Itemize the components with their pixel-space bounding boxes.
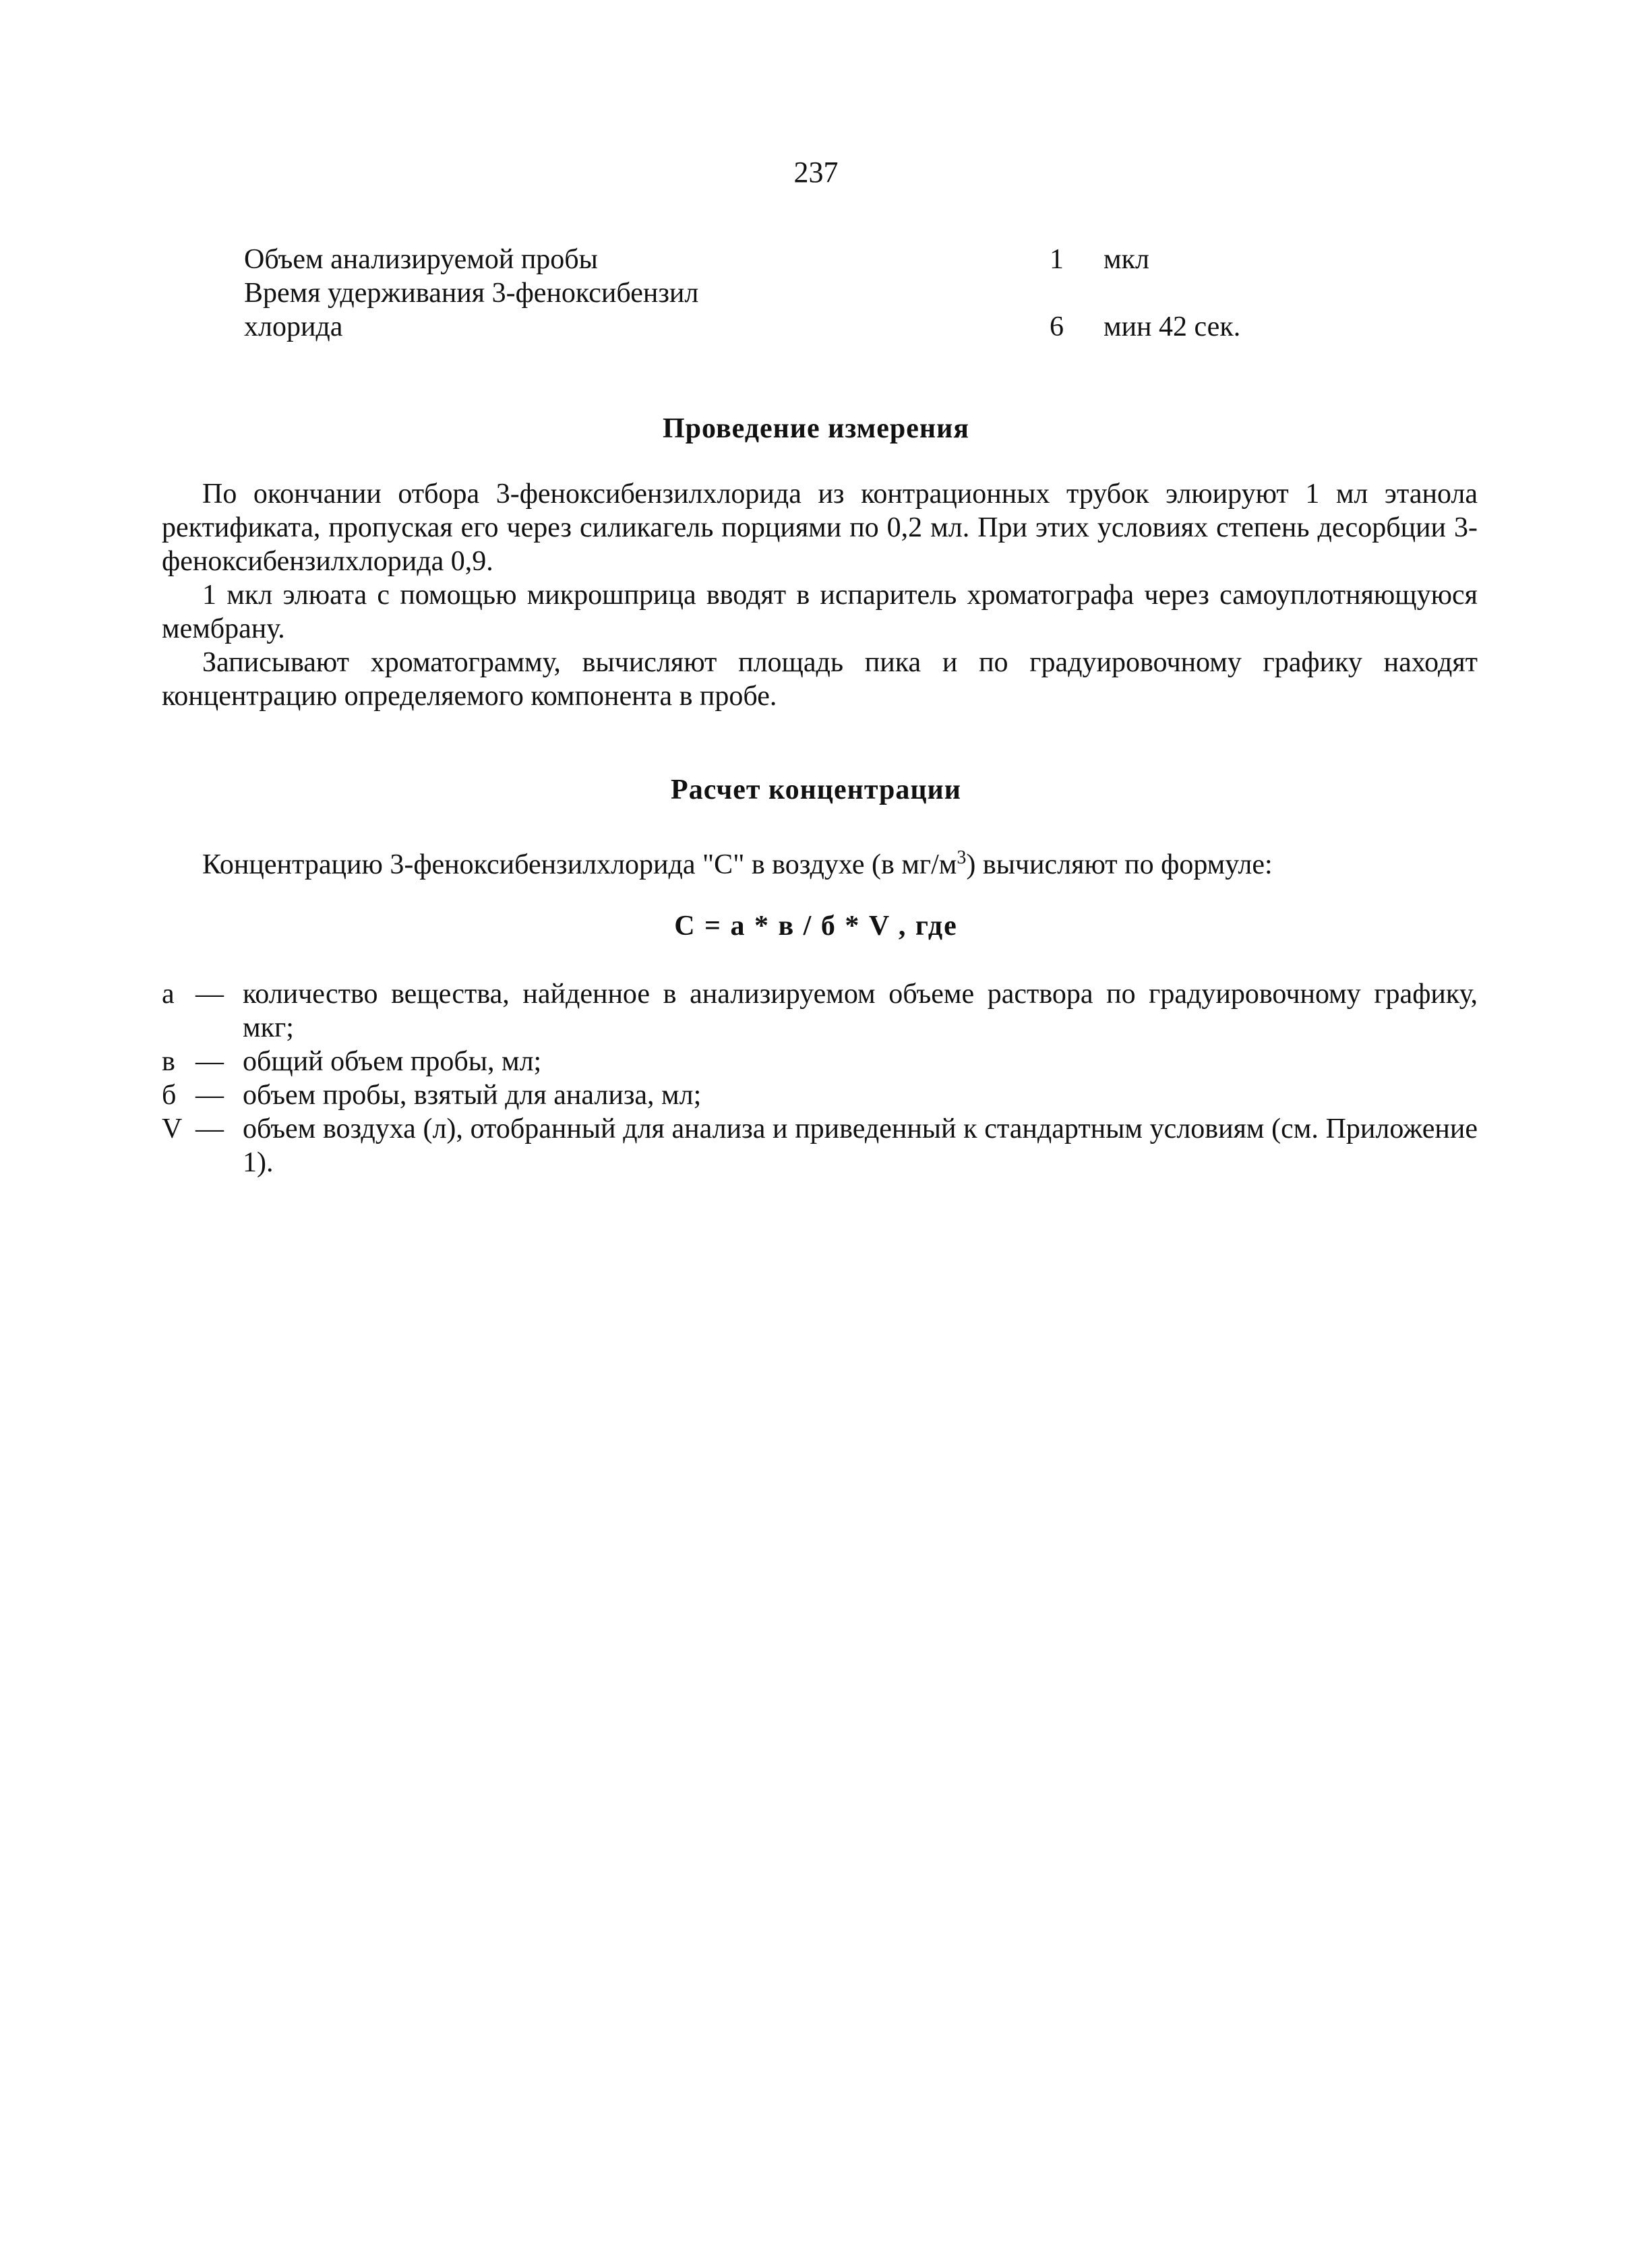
intro-text: Концентрацию 3-феноксибензилхлорида "С" в воздухе (в мг/м — [202, 849, 957, 880]
definition-text: объем пробы, взятый для анализа, мл; — [243, 1080, 702, 1111]
param-value: 6 — [1050, 311, 1064, 342]
param-label: хлорида — [244, 311, 343, 342]
em-dash: — — [195, 1080, 224, 1111]
page-number: 237 — [793, 156, 839, 189]
intro-text-end: ) вычисляют по формуле: — [966, 849, 1273, 880]
calculation-intro — [162, 841, 1478, 882]
param-label: Объем анализируемой пробы — [244, 244, 598, 275]
definition-text: общий объем пробы, мл; — [243, 1046, 542, 1077]
measurement-heading: Проведение измерения — [662, 413, 970, 444]
paragraph: По окончании отбора 3-феноксибензилхлорида из контрационных трубок элюируют 1 мл этанола ректификата, пропуская его через силикагель порциями по 0,2 мл. При этих условиях степень десорбции 3-феноксибензилхлорида 0,9. — [162, 479, 1478, 577]
calculation-heading: Расчет концентрации — [671, 774, 961, 805]
param-value: 1 — [1050, 244, 1064, 275]
paragraph — [162, 841, 1478, 882]
parameters-table — [244, 243, 1323, 344]
em-dash: — — [195, 979, 224, 1010]
definitions-list — [162, 977, 1478, 1179]
definition-item — [162, 1078, 1478, 1112]
param-unit: мкл — [1104, 244, 1149, 275]
paragraph: 1 мкл элюата с помощью микрошприца вводят в испаритель хроматографа через самоуплотняющуюся мембрану. — [162, 580, 1478, 644]
paragraph: Записывают хроматограмму, вычисляют площадь пика и по градуировочному графику находят концентрацию определяемого компонента в пробе. — [162, 647, 1478, 712]
definition-item — [162, 977, 1478, 1045]
param-unit: мин 42 сек. — [1104, 311, 1241, 342]
definition-text: объем воздуха (л), отобранный для анализа и приведенный к стандартным условиям (см. Приложение 1). — [243, 1113, 1478, 1178]
definition-item — [162, 1045, 1478, 1078]
param-row — [244, 243, 1323, 276]
definition-item — [162, 1112, 1478, 1179]
formula: С = а * в / б * V , где — [674, 911, 958, 942]
param-label: Время удерживания 3-феноксибензил — [244, 278, 699, 309]
param-row — [244, 276, 1323, 310]
definition-symbol: V — [162, 1113, 183, 1144]
definition-symbol: в — [162, 1046, 175, 1077]
definition-symbol: б — [162, 1080, 177, 1111]
definition-text: количество вещества, найденное в анализируемом объеме раствора по градуировочному графику, мкг; — [243, 979, 1478, 1043]
em-dash: — — [195, 1046, 224, 1077]
measurement-text — [162, 477, 1478, 713]
superscript: 3 — [957, 847, 967, 868]
em-dash: — — [195, 1113, 224, 1144]
definition-symbol: а — [162, 979, 175, 1010]
param-row — [244, 310, 1323, 344]
